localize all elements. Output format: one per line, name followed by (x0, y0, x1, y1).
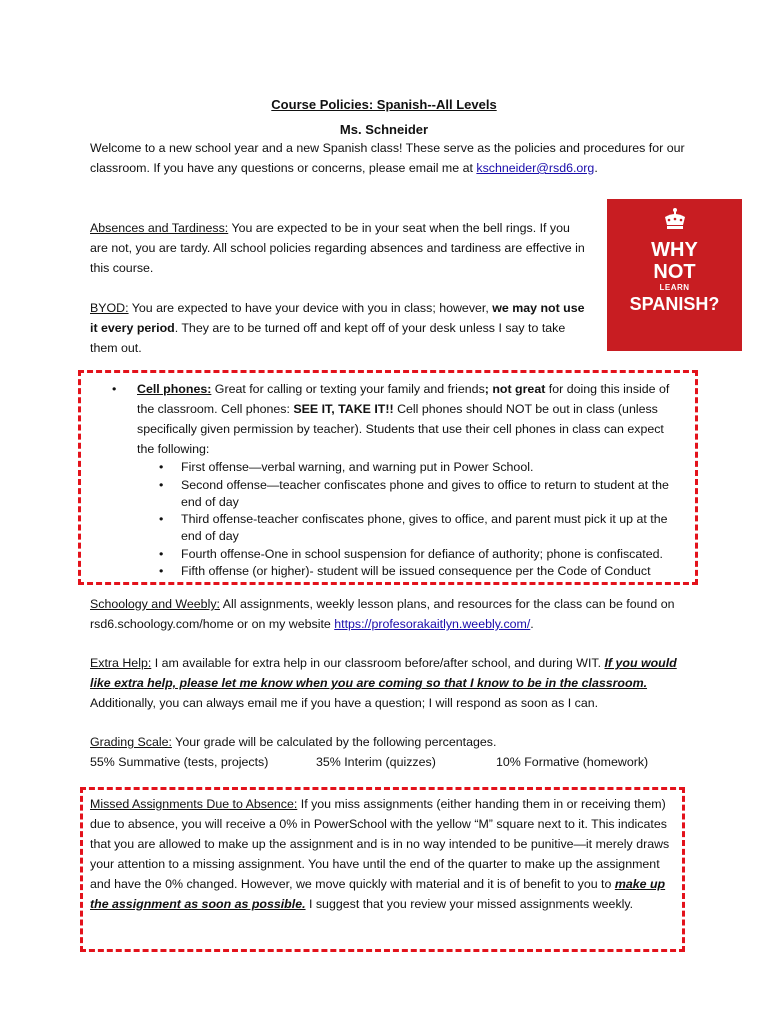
grading-heading: Grading Scale: (90, 735, 172, 749)
intro-text: Welcome to a new school year and a new Spanish class! These serve as the policies and procedures for our classroom. If you have any questions or concerns, please email me at (90, 141, 685, 175)
page-title: Course Policies: Spanish--All Levels (271, 97, 497, 112)
extra-help-heading: Extra Help: (90, 656, 152, 670)
schoology-end: . (530, 617, 534, 631)
cell-phones-heading: Cell phones: (137, 382, 212, 396)
grading-paragraph (90, 732, 680, 752)
extra-help-paragraph (90, 653, 680, 713)
absences-text: You are expected to be in your seat when the bell rings. If you are not, you are tardy. All school policies regarding absences and tardiness are effective in this course. (90, 221, 585, 275)
why-not-learn-spanish-poster (607, 199, 742, 351)
extra-help-text-2: Additionally, you can always email me if you have a question; I will respond as soon as I can. (90, 696, 599, 710)
missed-assignments-paragraph (90, 794, 670, 914)
offense-item: • First offense—verbal warning, and warning put in Power School. (181, 459, 683, 476)
missed-emphasis: make up the assignment as soon as possible. (90, 877, 666, 911)
interim-weight: 35% Interim (quizzes) (316, 755, 436, 769)
extra-help-emphasis: If you would like extra help, please let me know when you are coming so that I know to be in the classroom. (90, 656, 677, 690)
grading-breakdown (90, 752, 670, 772)
byod-heading: BYOD: (90, 301, 129, 315)
poster-line-learn: LEARN (659, 283, 690, 292)
cell-text-3: Cell phones should NOT be out in class (unless specifically given permission by teacher). Students that use their cell phones in class can expect the following: (137, 402, 664, 456)
cell-bold-1: ; not great (484, 382, 546, 396)
cell-text-2: for doing this inside of the classroom. Cell phones: (137, 382, 670, 416)
extra-help-text-1: I am available for extra help in our classroom before/after school, and during WIT. (151, 656, 605, 670)
poster-line-not: NOT (653, 261, 696, 283)
cell-bold-2: SEE IT, TAKE IT!! (293, 402, 394, 416)
summative-weight: 55% Summative (tests, projects) (90, 755, 269, 769)
poster-line-spanish: SPANISH? (629, 294, 720, 314)
intro-paragraph (90, 138, 690, 178)
byod-text-2: . They are to be turned off and kept off of your desk unless I say to take them out. (90, 321, 566, 355)
offense-item: • Second offense—teacher confiscates phone and gives to office to return to student at the end of day (181, 477, 683, 511)
poster-line-why: WHY (651, 239, 698, 261)
teacher-name: Ms. Schneider (339, 122, 429, 137)
byod-bold: we may not use it every period (90, 301, 585, 335)
schoology-text: All assignments, weekly lesson plans, and resources for the class can be found on rsd6.schoology.com/home or on my website (90, 597, 675, 631)
schoology-paragraph (90, 594, 680, 634)
byod-paragraph (90, 298, 585, 358)
missed-heading: Missed Assignments Due to Absence: (90, 797, 298, 811)
cell-phone-section (91, 379, 683, 581)
website-link[interactable]: https://profesorakaitlyn.weebly.com/ (334, 617, 531, 631)
absences-heading: Absences and Tardiness: (90, 221, 229, 235)
missed-text-2: I suggest that you review your missed assignments weekly. (305, 897, 634, 911)
offense-item: • Fifth offense (or higher)- student will be issued consequence per the Code of Conduct (181, 563, 683, 580)
offense-list (137, 459, 683, 580)
grading-text: Your grade will be calculated by the following percentages. (171, 735, 497, 749)
schoology-heading: Schoology and Weebly: (90, 597, 220, 611)
offense-item: • Fourth offense-One in school suspension for defiance of authority; phone is confiscated. (181, 546, 683, 563)
absences-paragraph (90, 218, 585, 278)
email-link[interactable]: kschneider@rsd6.org (476, 161, 595, 175)
missed-text-1: If you miss assignments (either handing them in or receiving them) due to absence, you will receive a 0% in PowerSchool with the yellow “M” square next to it. This indicates that you are allowed to make up the assignment and is in no way intended to be punitive—it merely draws your attention to a missing assignment. You have until the end of the quarter to make up the assignment and have the 0% changed. However, we move quickly with material and it is of benefit to you to (90, 797, 670, 891)
byod-text-1: You are expected to have your device with you in class; however, (128, 301, 493, 315)
intro-end: . (594, 161, 598, 175)
crown-icon (607, 207, 742, 237)
cell-text-1: Great for calling or texting your family and friends (211, 382, 485, 396)
formative-weight: 10% Formative (homework) (496, 755, 649, 769)
offense-item: • Third offense-teacher confiscates phone, gives to office, and parent must pick it up at the end of day (181, 511, 683, 545)
cell-phone-bullet (137, 379, 683, 580)
